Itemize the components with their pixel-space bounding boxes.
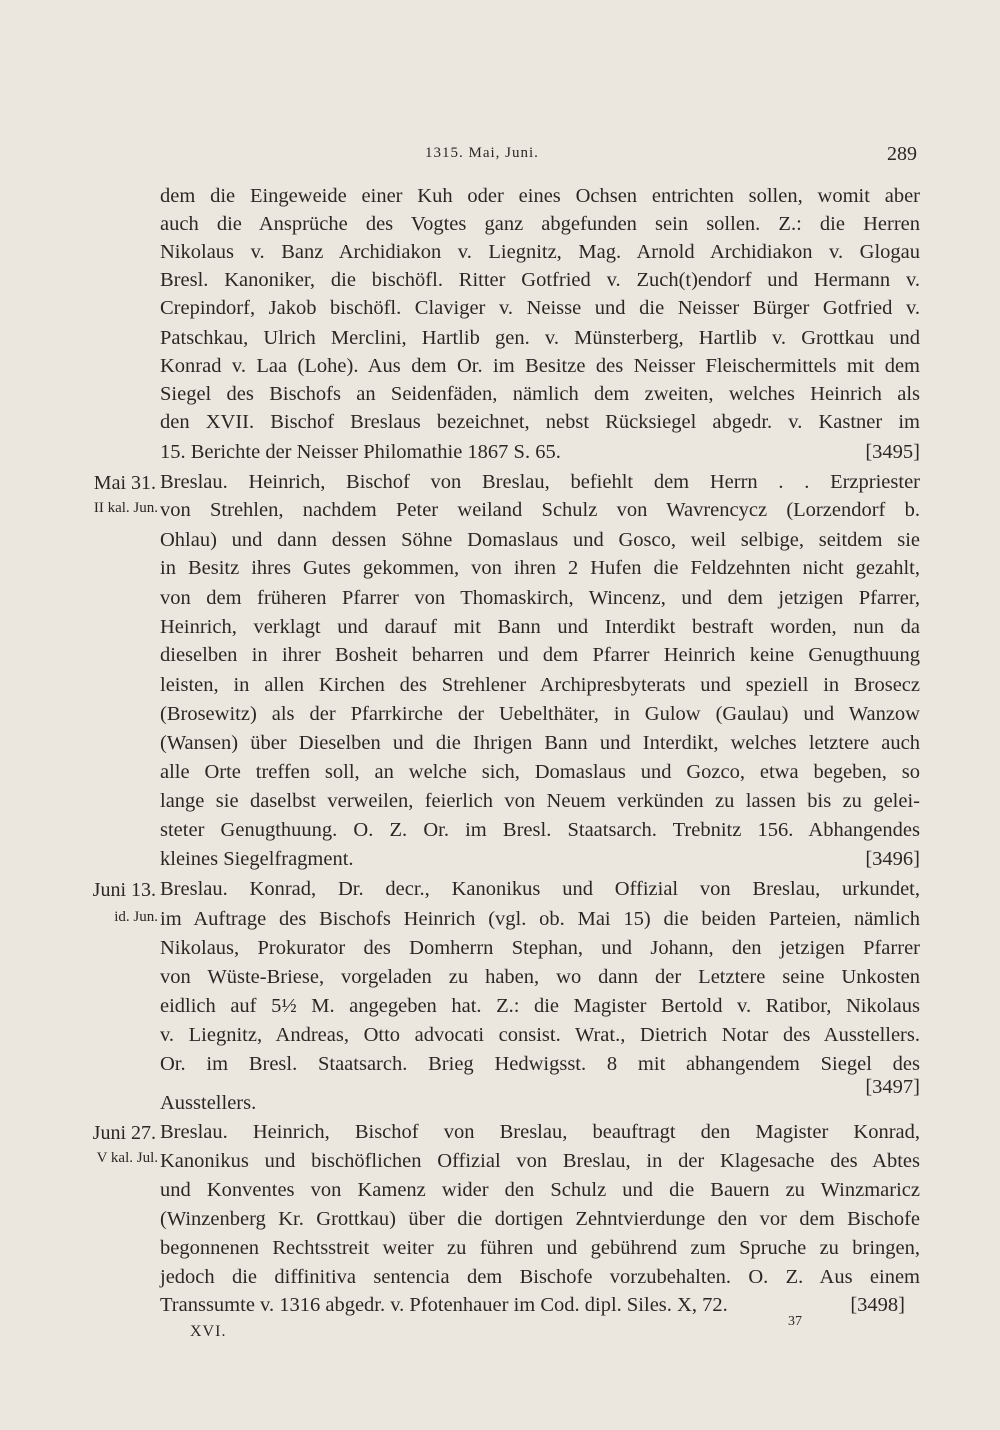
text-line: den XVII. Bischof Breslaus bezeichnet, nebst Rücksiegel abgedr. v. Kastner im xyxy=(160,411,920,433)
text-line: im Auftrage des Bischofs Heinrich (vgl. ob. Mai 15) die beiden Parteien, nämlich xyxy=(160,908,920,930)
text-line: Ohlau) und dann dessen Söhne Domaslaus und Gosco, weil selbige, seitdem sie xyxy=(160,529,920,551)
text-line: Breslau. Konrad, Dr. decr., Kanonikus und Offizial von Breslau, urkundet, xyxy=(160,878,920,900)
text-line: Patschkau, Ulrich Merclini, Hartlib gen. v. Münsterberg, Hartlib v. Grottkau und xyxy=(160,327,920,349)
text-line: Siegel des Bischofs an Seidenfäden, nämlich dem zweiten, welches Heinrich als xyxy=(160,383,920,405)
entry-number: [3495] xyxy=(865,441,920,463)
entry-number: [3498] xyxy=(850,1294,905,1316)
text-line: Heinrich, verklagt und darauf mit Bann und Interdikt bestraft worden, nun da xyxy=(160,616,920,638)
text-line: (Brosewitz) als der Pfarrkirche der Uebelthäter, in Gulow (Gaulau) und Wanzow xyxy=(160,703,920,725)
text-line: dieselben in ihrer Bosheit beharren und dem Pfarrer Heinrich keine Genugthuung xyxy=(160,644,920,666)
margin-date: Juni 27. xyxy=(92,1122,156,1144)
margin-roman-date: II kal. Jun. xyxy=(93,500,158,516)
text-line: Kanonikus und bischöflichen Offizial von Breslau, in der Klagesache des Abtes xyxy=(160,1150,920,1172)
text-line: Transsumte v. 1316 abgedr. v. Pfotenhauer im Cod. dipl. Siles. X, 72. xyxy=(160,1294,728,1316)
text-line: Breslau. Heinrich, Bischof von Breslau, befiehlt dem Herrn . . Erzpriester xyxy=(160,471,920,493)
sheet-signature: XVI. xyxy=(190,1323,227,1340)
text-line: auch die Ansprüche des Vogtes ganz abgefunden sein sollen. Z.: die Herren xyxy=(160,213,920,235)
text-line: jedoch die diffinitiva sentencia dem Bischofe vorzubehalten. O. Z. Aus einem xyxy=(160,1266,920,1288)
entry-number: [3497] xyxy=(865,1076,920,1098)
text-line: 15. Berichte der Neisser Philomathie 1867 S. 65. xyxy=(160,441,561,463)
entry-number: [3496] xyxy=(865,848,920,870)
margin-roman-date: V kal. Jul. xyxy=(96,1150,158,1166)
text-line: dem die Eingeweide einer Kuh oder eines Ochsen entrichten sollen, womit aber xyxy=(160,185,920,207)
sheet-number: 37 xyxy=(788,1314,802,1329)
margin-date: Mai 31. xyxy=(93,472,156,494)
text-line: in Besitz ihres Gutes gekommen, von ihren 2 Hufen die Feldzehnten nicht gezahlt, xyxy=(160,557,920,579)
page-number: 289 xyxy=(887,143,917,165)
text-line: begonnenen Rechtsstreit weiter zu führen und gebührend zum Spruche zu bringen, xyxy=(160,1237,920,1259)
text-line: eidlich auf 5½ M. angegeben hat. Z.: die Magister Bertold v. Ratibor, Nikolaus xyxy=(160,995,920,1017)
margin-roman-date: id. Jun. xyxy=(114,909,158,925)
text-line: (Wansen) über Dieselben und die Ihrigen Bann und Interdikt, welches letztere auch xyxy=(160,732,920,754)
text-line: (Winzenberg Kr. Grottkau) über die dortigen Zehntvierdunge den vor dem Bischofe xyxy=(160,1208,920,1230)
text-line: Ausstellers. xyxy=(160,1092,257,1114)
page-header xyxy=(0,143,1000,173)
text-line: leisten, in allen Kirchen des Strehlener Archipresbyterats und speziell in Brosecz xyxy=(160,674,920,696)
text-line: und Konventes von Kamenz wider den Schulz und die Bauern zu Winzmaricz xyxy=(160,1179,920,1201)
running-head: 1315. Mai, Juni. xyxy=(425,145,539,161)
text-line: von dem früheren Pfarrer von Thomaskirch, Wincenz, und dem jetzigen Pfarrer, xyxy=(160,587,920,609)
text-line: Crepindorf, Jakob bischöfl. Claviger v. Neisse und die Neisser Bürger Gotfried v. xyxy=(160,297,920,319)
text-line: alle Orte treffen soll, an welche sich, Domaslaus und Gozco, etwa begeben, so xyxy=(160,761,920,783)
text-line: von Strehlen, nachdem Peter weiland Schulz von Wavrencycz (Lorzendorf b. xyxy=(160,499,920,521)
text-line: v. Liegnitz, Andreas, Otto advocati consist. Wrat., Dietrich Notar des Ausstellers. xyxy=(160,1024,920,1046)
text-line: Konrad v. Laa (Lohe). Aus dem Or. im Besitze des Neisser Fleischermittels mit dem xyxy=(160,355,920,377)
text-line: lange sie daselbst verweilen, feierlich von Neuem verkünden zu lassen bis zu gelei- xyxy=(160,790,920,812)
text-line: von Wüste-Briese, vorgeladen zu haben, wo dann der Letztere seine Unkosten xyxy=(160,966,920,988)
text-line: kleines Siegelfragment. xyxy=(160,848,354,870)
text-line: Breslau. Heinrich, Bischof von Breslau, beauftragt den Magister Konrad, xyxy=(160,1121,920,1143)
text-line: Nikolaus v. Banz Archidiakon v. Liegnitz, Mag. Arnold Archidiakon v. Glogau xyxy=(160,241,920,263)
text-line: Nikolaus, Prokurator des Domherrn Stephan, und Johann, den jetzigen Pfarrer xyxy=(160,937,920,959)
text-line: Or. im Bresl. Staatsarch. Brieg Hedwigsst. 8 mit abhangendem Siegel des xyxy=(160,1053,920,1075)
text-line: Bresl. Kanoniker, die bischöfl. Ritter Gotfried v. Zuch(t)endorf und Hermann v. xyxy=(160,269,920,291)
margin-date: Juni 13. xyxy=(92,879,156,901)
text-line: steter Genugthuung. O. Z. Or. im Bresl. Staatsarch. Trebnitz 156. Abhangendes xyxy=(160,819,920,841)
